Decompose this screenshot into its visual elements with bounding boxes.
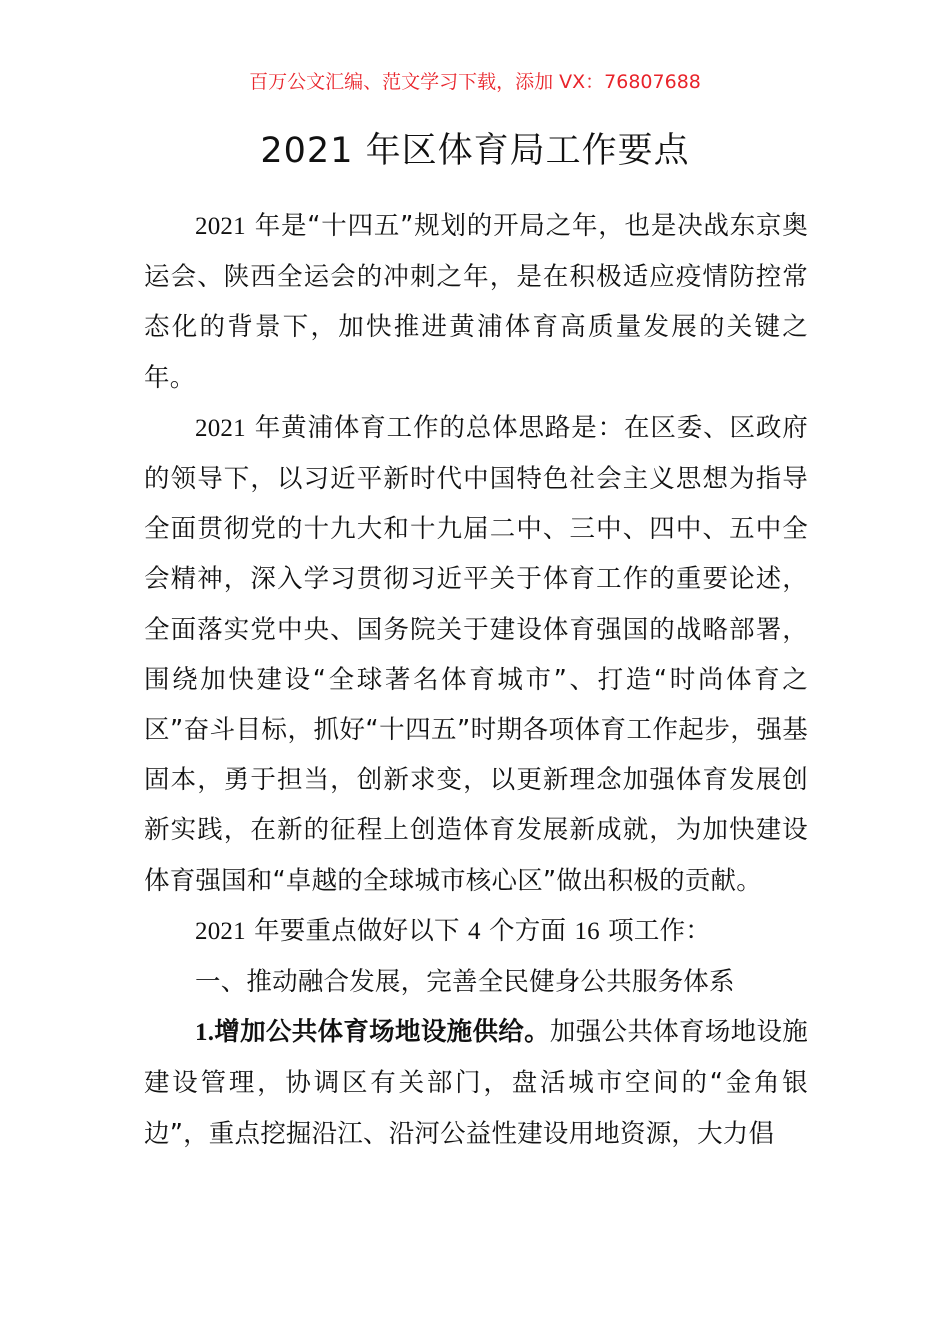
paragraph-item-1 bbox=[144, 1007, 808, 1159]
paragraph-overall-approach bbox=[144, 403, 808, 906]
aspect-count: 4 bbox=[468, 917, 481, 945]
task-count: 16 bbox=[574, 917, 600, 945]
year-number: 2021 bbox=[195, 917, 246, 945]
paragraph-intro bbox=[144, 201, 808, 403]
item-number: 1. bbox=[195, 1019, 215, 1047]
document-title: 2021 年区体育局工作要点 bbox=[260, 131, 690, 171]
header-watermark-note: 百万公文汇编、范文学习下载，添加 VX：76807688 bbox=[249, 71, 701, 93]
paragraph-text: 年是“十四五”规划的开局之年，也是决战东京奥运会、陕西全运会的冲刺之年，是在积极适应疫情防控常态化的背景下，加快推进黄浦体育高质量发展的关键之年。 bbox=[144, 211, 808, 393]
paragraph-key-tasks bbox=[144, 906, 808, 957]
paragraph-text: 年要重点做好以下 bbox=[245, 915, 469, 946]
document-body bbox=[144, 201, 808, 1159]
section-heading-one: 一、推动融合发展，完善全民健身公共服务体系 bbox=[195, 967, 735, 998]
paragraph-text: 项工作： bbox=[599, 915, 711, 946]
year-number: 2021 bbox=[195, 414, 246, 442]
paragraph-text: 加强公共体育场地设施建设管理，协调区有关部门，盘活城市空间的“金角银边”，重点挖掘沿江、沿河公益性建设用地资源，大力倡 bbox=[144, 1017, 808, 1149]
paragraph-text: 个方面 bbox=[480, 915, 575, 946]
item-heading: 增加公共体育场地设施供给。 bbox=[214, 1017, 550, 1048]
paragraph-text: 年黄浦体育工作的总体思路是：在区委、区政府的领导下，以习近平新时代中国特色社会主义思想为指导全面贯彻党的十九大和十九届二中、三中、四中、五中全会精神，深入学习贯彻习近平关于体育工作的重要论述，全面落实党中央、国务院关于建设体育强国的战略部署，围绕加快建设“全球著名体育城市”、打造“时尚体育之区”奋斗目标，抓好“十四五”时期各项体育工作起步，强基固本，勇于担当，创新求变，以更新理念加强体育发展创新实践，在新的征程上创造体育发展新成就，为加快建设体育强国和“卓越的全球城市核心区”做出积极的贡献。 bbox=[144, 412, 808, 896]
year-number: 2021 bbox=[195, 213, 246, 240]
